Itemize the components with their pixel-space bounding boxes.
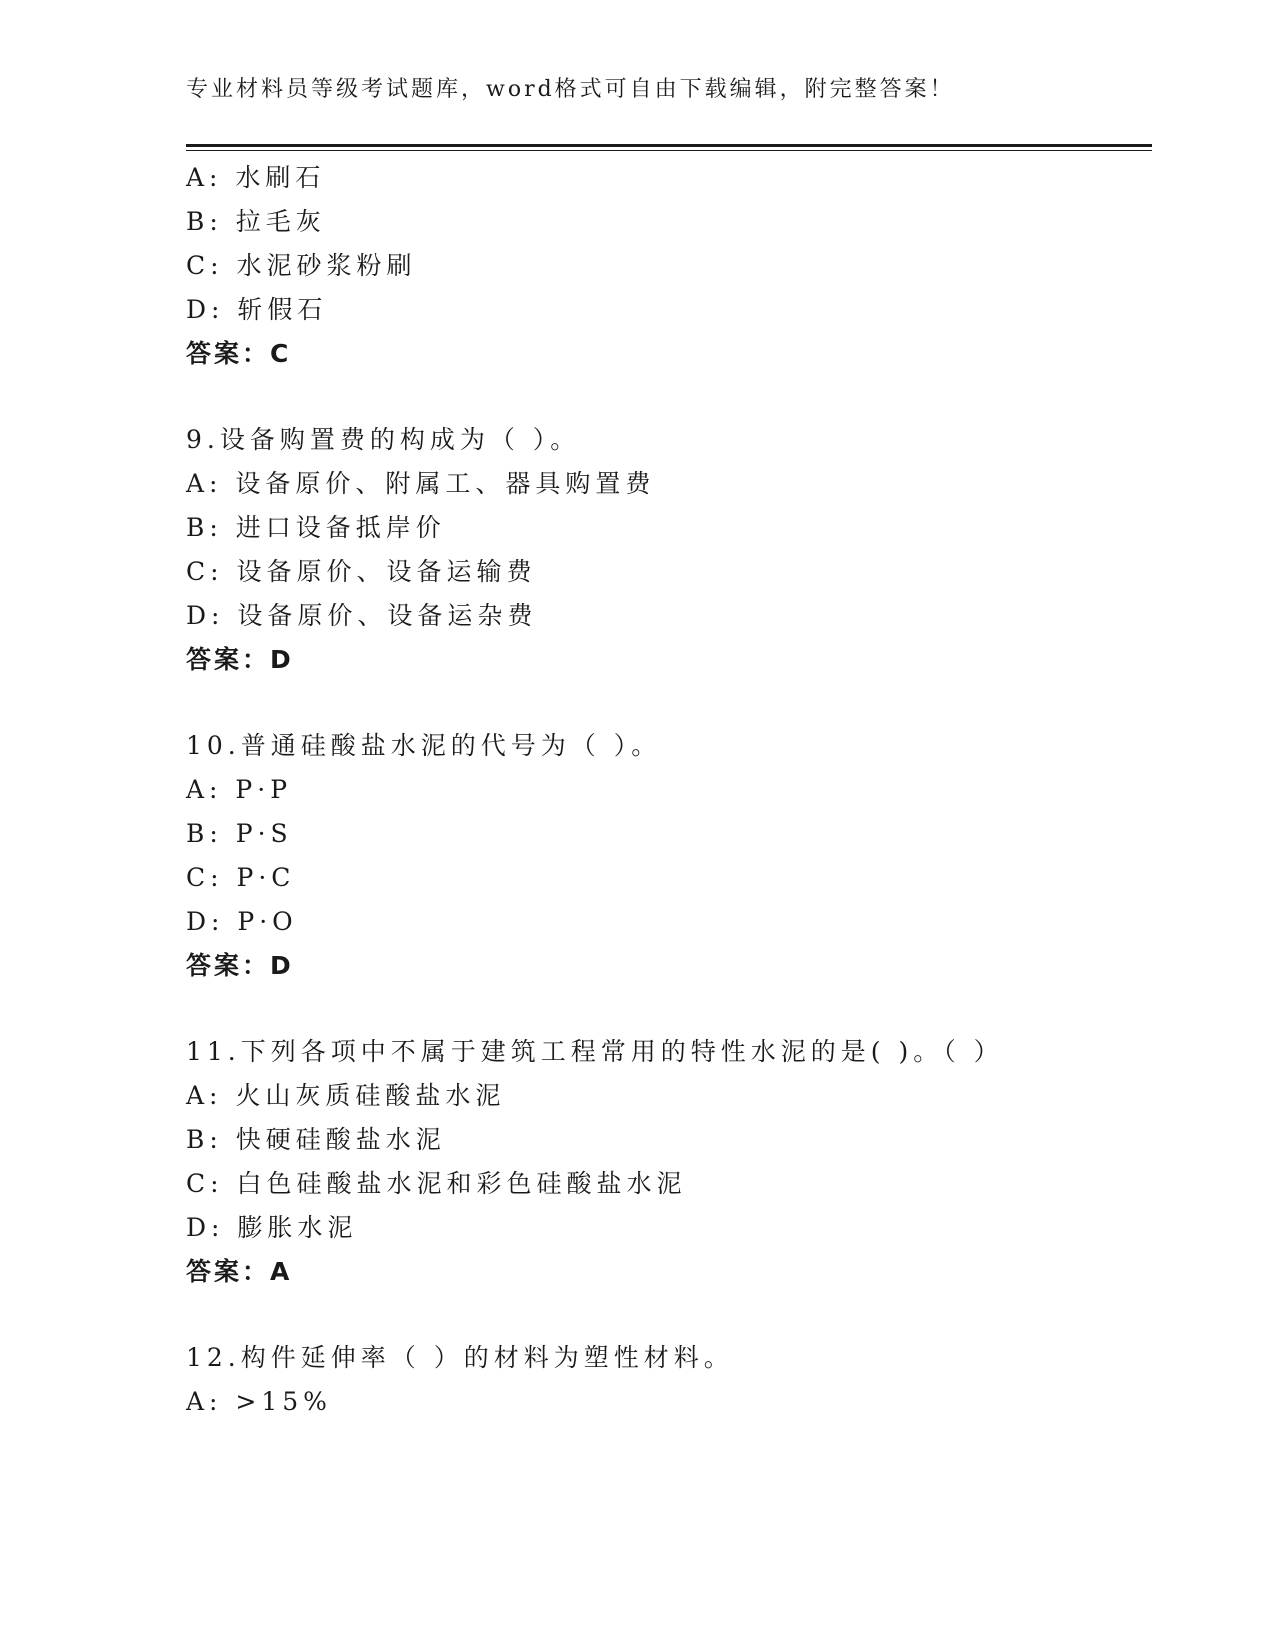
option-c: C: 水泥砂浆粉刷 (186, 251, 417, 280)
option-b: B: 拉毛灰 (186, 207, 326, 236)
question-stem: 12.构件延伸率（ ）的材料为塑性材料。 (186, 1343, 734, 1372)
option-d: D: 设备原价、设备运杂费 (186, 601, 538, 630)
answer: 答案：C (186, 339, 292, 368)
option-d: D: 膨胀水泥 (186, 1213, 358, 1242)
option-c: C: P·C (186, 863, 296, 892)
option-d: D: P·O (186, 907, 298, 936)
option-a: A: 火山灰质硅酸盐水泥 (186, 1081, 506, 1110)
answer: 答案：D (186, 951, 294, 980)
option-d: D: 斩假石 (186, 295, 328, 324)
option-a: A: 设备原价、附属工、器具购置费 (186, 469, 656, 498)
option-c: C: 设备原价、设备运输费 (186, 557, 537, 586)
option-a: A: >15% (186, 1387, 332, 1416)
option-b: B: 进口设备抵岸价 (186, 513, 446, 542)
header-rule-thick (186, 144, 1152, 147)
question-stem: 10.普通硅酸盐水泥的代号为（ ）。 (186, 731, 662, 760)
option-a: A: 水刷石 (186, 163, 326, 192)
option-b: B: P·S (186, 819, 293, 848)
option-c: C: 白色硅酸盐水泥和彩色硅酸盐水泥 (186, 1169, 687, 1198)
question-stem: 11.下列各项中不属于建筑工程常用的特性水泥的是( )。（ ） (186, 1037, 1004, 1066)
page-header: 专业材料员等级考试题库，word格式可自由下载编辑，附完整答案！ (186, 77, 955, 102)
question-stem: 9.设备购置费的构成为（ ）。 (186, 425, 581, 454)
option-a: A: P·P (186, 775, 293, 804)
header-rule-thin (186, 150, 1152, 151)
answer: 答案：D (186, 645, 294, 674)
answer: 答案：A (186, 1257, 293, 1286)
option-b: B: 快硬硅酸盐水泥 (186, 1125, 446, 1154)
